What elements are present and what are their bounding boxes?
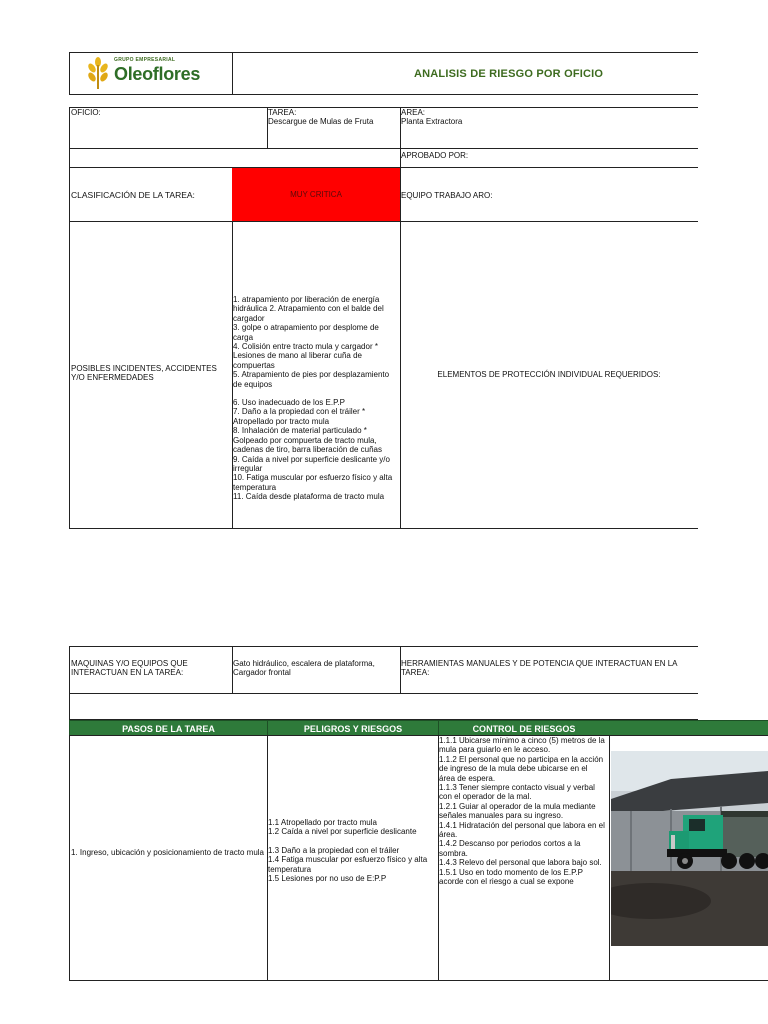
control-item: 1.4.3 Relevo del personal que labora bajo sol. (439, 858, 602, 868)
equipo-label: EQUIPO TRABAJO ARO: (401, 191, 493, 200)
incidente-line (233, 389, 397, 398)
area-label: AREA: (401, 108, 426, 117)
paso-text: 1. Ingreso, ubicación y posicionamiento de tracto mula (71, 848, 264, 857)
area-value: Planta Extractora (401, 117, 463, 126)
aprobado-label: APROBADO POR: (401, 151, 469, 160)
maquinas-value-cell (232, 646, 401, 694)
epp-label: ELEMENTOS DE PROTECCIÓN INDIVIDUAL REQUERIDOS: (437, 370, 661, 379)
peligros-list (268, 818, 436, 883)
oficio-label: OFICIO: (71, 108, 101, 117)
tarea-value: Descargue de Mulas de Fruta (268, 117, 374, 126)
maquinas-label: MAQUINAS Y/O EQUIPOS QUE INTERACTUAN EN LA TAREA: (71, 659, 188, 678)
blank-approval-cell (69, 148, 401, 168)
peligro-item: 1.2 Caída a nivel por superficie deslicante (268, 827, 417, 837)
table-row-peligros-cell (267, 735, 439, 981)
maquinas-value: Gato hidráulico, escalera de plataforma, Cargador frontal (233, 659, 375, 678)
incidentes-list-cell (232, 221, 401, 529)
incidente-line: 3. golpe o atrapamiento por desplome de carga (233, 323, 379, 342)
incidente-line: 10. Fatiga muscular por esfuerzo físico y alta temperatura (233, 473, 393, 492)
header-title-cell (232, 52, 698, 95)
table-row-paso-cell (69, 735, 268, 981)
oficio-cell (69, 107, 268, 149)
control-item: 1.1.2 El personal que no participa en la acción de ingreso de la mula debe ubicarse en el área de espera. (439, 754, 604, 783)
incidente-line: 7. Daño a la propiedad con el tráiler * Atropellado por tracto mula (233, 407, 366, 426)
header-logo-cell (69, 52, 233, 95)
table-row-photo-cell (609, 735, 768, 981)
clasificacion-label: CLASIFICACIÓN DE LA TAREA: (71, 190, 195, 200)
incidente-line: 9. Caída a nivel por superficie deslicante y/o irregular (233, 454, 390, 473)
aprobado-cell (400, 148, 698, 168)
incidentes-label-cell (69, 221, 233, 529)
herramientas-cell (400, 646, 698, 694)
col-header-pasos (69, 720, 268, 736)
incidente-line: 4. Colisión entre tracto mula y cargador * Lesiones de mano al liberar cuña de compuertas (233, 342, 378, 370)
table-row-control-cell (438, 735, 610, 981)
control-item: 1.1.1 Ubicarse mínimo a cinco (5) metros de la mula para guiarlo en le acceso. (439, 736, 605, 755)
equipo-cell (400, 167, 698, 222)
peligro-item: 1.3 Daño a la propiedad con el tráiler (268, 845, 400, 855)
peligro-item: 1.5 Lesiones por no uso de E:P.P (268, 874, 387, 884)
incidente-line: 11. Caída desde plataforma de tracto mula (233, 492, 385, 502)
col-header-photo (609, 720, 768, 736)
col-header-peligros (267, 720, 439, 736)
peligro-item: 1.4 Fatiga muscular por esfuerzo físico y alta temperatura (268, 855, 428, 874)
col-header-pasos-label: PASOS DE LA TAREA (122, 724, 215, 734)
truck-photo-icon (611, 751, 768, 946)
logo-name: Oleoflores (114, 64, 201, 84)
incidente-line: 1. atrapamiento por liberación de energía hidráulica 2. Atrapamiento con el balde del cargador (233, 295, 384, 323)
col-header-peligros-label: PELIGROS Y RIESGOS (303, 724, 403, 734)
area-cell (400, 107, 698, 149)
control-item: 1.4.1 Hidratación del personal que labora en el área. (439, 820, 605, 840)
incidente-line: 6. Uso inadecuado de los E.P.P (233, 398, 345, 408)
page-title: ANALISIS DE RIESGO POR OFICIO (414, 68, 604, 80)
clasificacion-cell (69, 167, 233, 222)
incidente-line: 5. Atrapamiento de pies por desplazamiento de equipos (233, 370, 390, 389)
control-item: 1.4.2 Descanso por periodos cortos a la sombra. (439, 839, 581, 858)
status-badge-critical: MUY CRITICA (290, 190, 342, 199)
epp-cell (400, 221, 698, 529)
maquinas-label-cell (69, 646, 233, 694)
control-item: 1.1.3 Tener siempre contacto visual y verbal con el operador de la mal. (439, 783, 595, 802)
incidente-line: 8. Inhalación de material particulado * Golpeado por compuerta de tracto mula, cadenas de tiro, barra liberación de cuñas (233, 426, 382, 455)
logo-subtitle: GRUPO EMPRESARIAL (114, 57, 176, 63)
tarea-cell (267, 107, 401, 149)
spacer-row (69, 693, 698, 720)
control-item: 1.2.1 Guiar al operador de la mula mediante señales manuales para su ingreso. (439, 801, 596, 821)
tarea-label: TAREA: (268, 108, 297, 117)
peligro-item: 1.1 Atropellado por tracto mula (268, 818, 377, 827)
incidentes-label: POSIBLES INCIDENTES, ACCIDENTES Y/O ENFERMEDADES (71, 364, 217, 383)
control-item: 1.5.1 Uso en todo momento de los E.P.P acorde con el riesgo a cual se expone (439, 867, 583, 887)
controles-list (439, 736, 605, 887)
col-header-control (438, 720, 610, 736)
herramientas-label: HERRAMIENTAS MANUALES Y DE POTENCIA QUE INTERACTUAN EN LA TAREA: (401, 659, 678, 678)
clasificacion-value-cell (232, 167, 401, 222)
palm-leaf-logo-icon (86, 57, 110, 91)
col-header-control-label: CONTROL DE RIESGOS (472, 724, 576, 734)
incidentes-list (233, 295, 397, 502)
